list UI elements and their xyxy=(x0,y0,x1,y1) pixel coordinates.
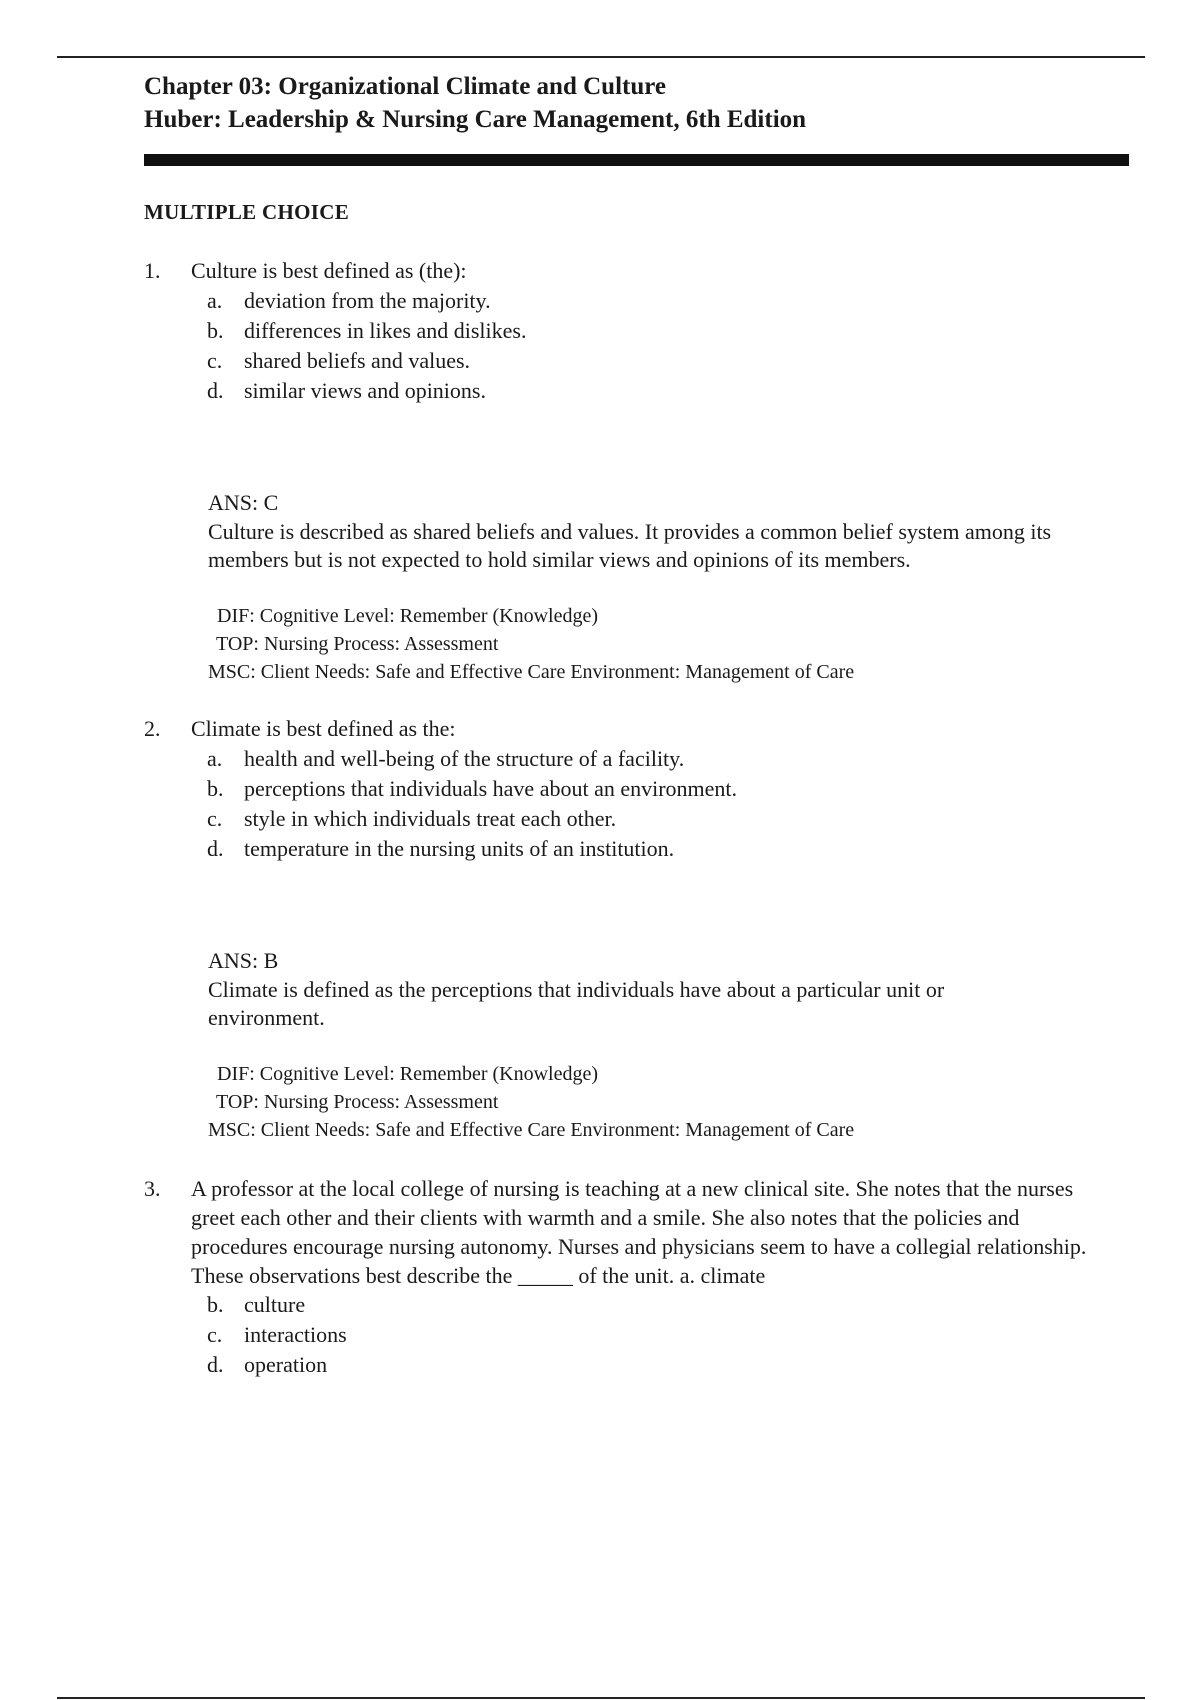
option-d: d. similar views and opinions. xyxy=(207,378,486,403)
client-needs: MSC: Client Needs: Safe and Effective Care Environment: Management of Care xyxy=(208,1119,855,1141)
question-1 xyxy=(144,256,1104,686)
question-2 xyxy=(144,714,1104,1144)
question-number: 1. xyxy=(144,258,161,283)
topic: TOP: Nursing Process: Assessment xyxy=(216,633,499,655)
question-3 xyxy=(144,1174,1104,1380)
option-c: c. shared beliefs and values. xyxy=(207,348,471,373)
topic: TOP: Nursing Process: Assessment xyxy=(216,1091,499,1113)
option-b: b. differences in likes and dislikes. xyxy=(207,318,527,343)
question-stem: Climate is best defined as the: xyxy=(191,716,456,741)
options-list xyxy=(207,744,1104,864)
option-d: d. operation xyxy=(207,1352,328,1377)
option-d: d. temperature in the nursing units of an institution. xyxy=(207,836,675,861)
bottom-rule xyxy=(57,1697,1145,1699)
question-number: 3. xyxy=(144,1176,161,1201)
answer-key: ANS: C xyxy=(208,490,279,515)
header-divider xyxy=(144,154,1129,166)
option-a: a. deviation from the majority. xyxy=(207,288,491,313)
metadata xyxy=(208,1060,1104,1144)
option-c: c. interactions xyxy=(207,1322,347,1347)
option-c: c. style in which individuals treat each other. xyxy=(207,806,617,831)
rationale: Climate is defined as the perceptions that individuals have about a particular unit or environment. xyxy=(208,977,945,1030)
option-b: b. culture xyxy=(207,1292,306,1317)
metadata xyxy=(208,602,1104,686)
client-needs: MSC: Client Needs: Safe and Effective Care Environment: Management of Care xyxy=(208,661,855,683)
options-list xyxy=(207,1290,1104,1380)
options-list xyxy=(207,286,1104,406)
option-b: b. perceptions that individuals have about an environment. xyxy=(207,776,738,801)
section-title: MULTIPLE CHOICE xyxy=(144,200,350,224)
option-a: a. health and well-being of the structure of a facility. xyxy=(207,746,685,771)
chapter-title: Chapter 03: Organizational Climate and Culture xyxy=(144,73,666,100)
document-header xyxy=(144,70,806,136)
rationale: Culture is described as shared beliefs and values. It provides a common belief system among its members but is not expected to hold similar views and opinions of its members. xyxy=(208,519,1052,572)
question-number: 2. xyxy=(144,716,161,741)
difficulty: DIF: Cognitive Level: Remember (Knowledge) xyxy=(217,1063,599,1085)
question-stem: Culture is best defined as (the): xyxy=(191,258,467,283)
top-rule xyxy=(57,56,1145,58)
question-stem: A professor at the local college of nursing is teaching at a new clinical site. She notes that the nurses greet each other and their clients with warmth and a smile. She also notes that the policies and procedures encourage nursing autonomy. Nurses and physicians seem to have a collegial relationship. These observations best describe the _____ of the unit. a. climate xyxy=(191,1176,1087,1288)
answer-key: ANS: B xyxy=(208,948,279,973)
difficulty: DIF: Cognitive Level: Remember (Knowledge) xyxy=(217,605,599,627)
book-title: Huber: Leadership & Nursing Care Management, 6th Edition xyxy=(144,106,807,133)
